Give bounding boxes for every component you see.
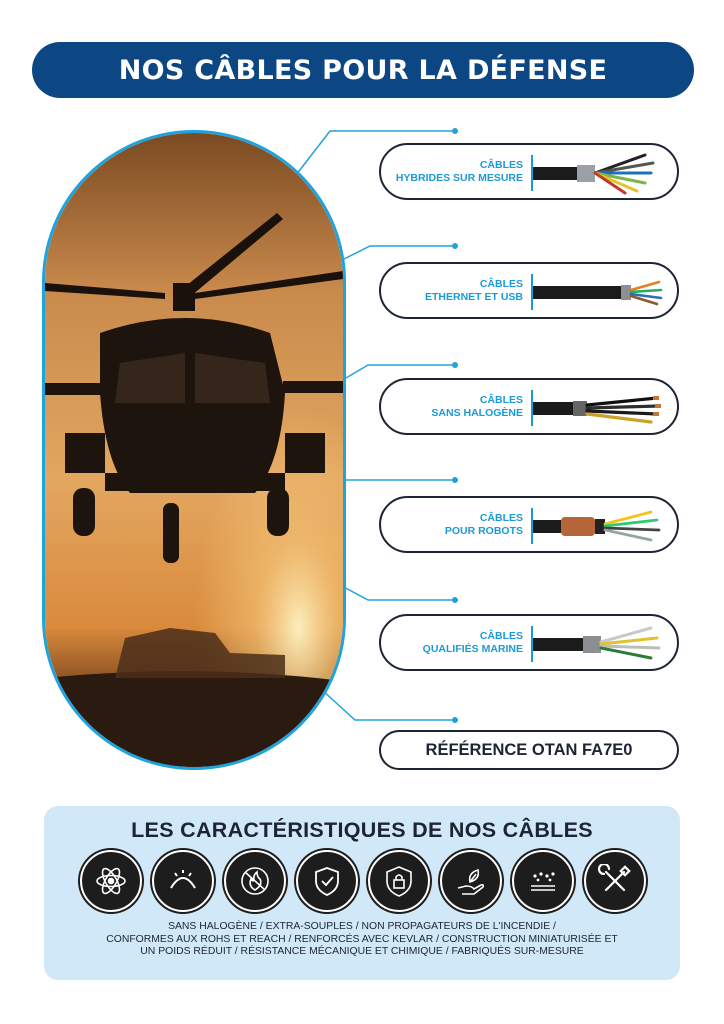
cable-label-line1: CÂBLES	[479, 158, 523, 171]
moisture-icon	[512, 850, 574, 912]
cable-label-line2: SANS HALOGÈNE	[431, 406, 523, 419]
description-line: CONFORMES AUX ROHS ET REACH / RENFORCÉS AVEC KEVLAR / CONSTRUCTION MINIATURISÉE ET	[106, 933, 618, 945]
hybrid-cable-image	[533, 149, 673, 197]
robot-cable-image	[533, 502, 673, 550]
hand-leaf-icon	[440, 850, 502, 912]
cable-item-robots[interactable]	[379, 496, 679, 553]
cable-item-ethernet[interactable]	[379, 262, 679, 319]
cable-label-line2: HYBRIDES SUR MESURE	[395, 171, 523, 184]
shield-check-icon	[296, 850, 358, 912]
flame-icon	[224, 850, 286, 912]
cable-item-marine[interactable]	[379, 614, 679, 671]
description-line: UN POIDS RÉDUIT / RÉSISTANCE MÉCANIQUE ET CHIMIQUE / FABRIQUÉS SUR-MESURE	[140, 946, 584, 957]
wrench-screwdriver-icon	[584, 850, 646, 912]
helicopter-photo	[42, 130, 346, 770]
cable-label-line1: CÂBLES	[479, 277, 523, 290]
cable-label-line2: ETHERNET ET USB	[424, 290, 523, 303]
cable-label-line2: QUALIFIÉS MARINE	[422, 642, 523, 655]
description-line: SANS HALOGÈNE / EXTRA-SOUPLES / NON PROPAGATEURS DE L'INCENDIE /	[168, 921, 556, 932]
cable-label-line1: CÂBLES	[479, 629, 523, 642]
features-panel	[44, 806, 680, 980]
features-title: LES CARACTÉRISTIQUES DE NOS CÂBLES	[131, 818, 593, 842]
cable-item-halogen-free[interactable]	[379, 378, 679, 435]
marine-cable-image	[533, 620, 673, 668]
features-description	[64, 921, 660, 959]
ethernet-cable-image	[533, 268, 673, 316]
features-icon-row	[80, 850, 644, 912]
nato-reference: RÉFÉRENCE OTAN FA7E0	[379, 730, 679, 770]
shield-lock-icon	[368, 850, 430, 912]
cable-label-line1: CÂBLES	[479, 511, 523, 524]
cable-item-hybrid[interactable]	[379, 143, 679, 200]
halogen-free-cable-image	[533, 384, 673, 432]
flexible-arc-icon	[152, 850, 214, 912]
cable-label-line1: CÂBLES	[479, 393, 523, 406]
cable-label-line2: POUR ROBOTS	[444, 524, 523, 537]
atom-icon	[80, 850, 142, 912]
page-title: NOS CÂBLES POUR LA DÉFENSE	[118, 54, 608, 86]
